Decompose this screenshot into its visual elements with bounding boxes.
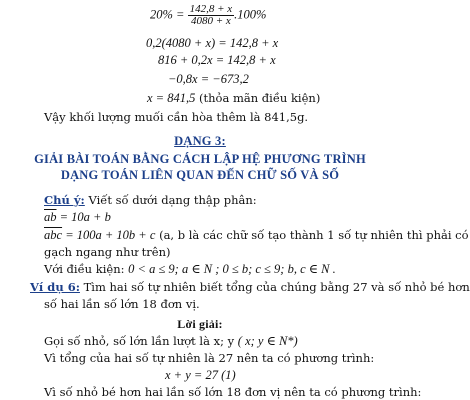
solution-equation-1: x + y = 27 (1) — [165, 368, 236, 382]
equation-2: 0,2(4080 + x) = 142,8 + x — [146, 36, 279, 50]
solution-step-3: Vì số nhỏ bé hơn hai lần số lớn 18 đơn vị nên ta có phương trình: — [44, 385, 422, 399]
equation-5-note: (thỏa mãn điều kiện) — [195, 91, 321, 105]
example-label: Ví dụ 6: — [30, 280, 80, 294]
note-condition-label: Với điều kiện: — [44, 262, 129, 276]
equation-percent-left: 20% = — [150, 7, 188, 22]
solution-step-2: Vì tổng của hai số tự nhiên là 27 nên ta có phương trình: — [44, 351, 375, 365]
example-text-2: số hai lần số lớn 18 đơn vị. — [44, 297, 200, 311]
note-abc-rest: = 100a + 10b + c — [62, 228, 156, 242]
equation-5-math: x = 841,5 — [147, 91, 196, 105]
equation-percent — [150, 4, 266, 27]
note-line — [44, 193, 257, 207]
equation-3: 816 + 0,2x = 142,8 + x — [158, 53, 276, 67]
note-ab-over: $\overline{ab}$ — [44, 210, 57, 224]
fraction-numerator: 142,8 + x — [189, 3, 233, 15]
solution-step-1-math: ( x; y ∈ N*) — [237, 334, 298, 348]
solution-step-1-text: Gọi số nhỏ, số lớn lần lượt là x; y — [44, 334, 238, 348]
note-condition-math: 0 < a ≤ 9; a ∈ N ; 0 ≤ b; c ≤ 9; b, c ∈ N . — [128, 262, 336, 276]
note-abc-expl2: gạch ngang như trên) — [44, 245, 171, 259]
note-condition — [44, 262, 336, 276]
note-abc-over: $\overline{abc}$ — [44, 228, 63, 242]
note-text: Viết số dưới dạng thập phân: — [84, 193, 257, 207]
solution-title: Lời giải: — [177, 317, 223, 331]
section-line-2: DẠNG TOÁN LIÊN QUAN ĐẾN CHỮ SỐ VÀ SỐ — [60, 168, 340, 182]
note-label: Chú ý: — [44, 193, 85, 207]
equation-5 — [147, 91, 320, 105]
note-ab-rest: = 10a + b — [56, 210, 111, 224]
fraction-denominator: 4080 + x — [190, 15, 231, 27]
example-line-1 — [30, 280, 470, 294]
note-ab — [44, 210, 111, 224]
equation-4: −0,8x = −673,2 — [168, 72, 249, 86]
note-abc — [44, 228, 469, 242]
section-line-1: GIẢI BÀI TOÁN BẰNG CÁCH LẬP HỆ PHƯƠNG TRÌNH — [34, 152, 366, 166]
solution-step-1 — [44, 334, 298, 348]
conclusion-text: Vậy khối lượng muối cần hòa thêm là 841,5g. — [44, 110, 309, 124]
equation-fraction — [188, 4, 235, 27]
equation-percent-right: .100% — [234, 7, 267, 22]
example-text-1: Tìm hai số tự nhiên biết tổng của chúng bằng 27 và số nhỏ bé hơn — [79, 280, 470, 294]
section-title: DẠNG 3: — [174, 134, 226, 148]
note-abc-expl: (a, b là các chữ số tạo thành 1 số tự nhiên thì phải có — [155, 228, 469, 242]
